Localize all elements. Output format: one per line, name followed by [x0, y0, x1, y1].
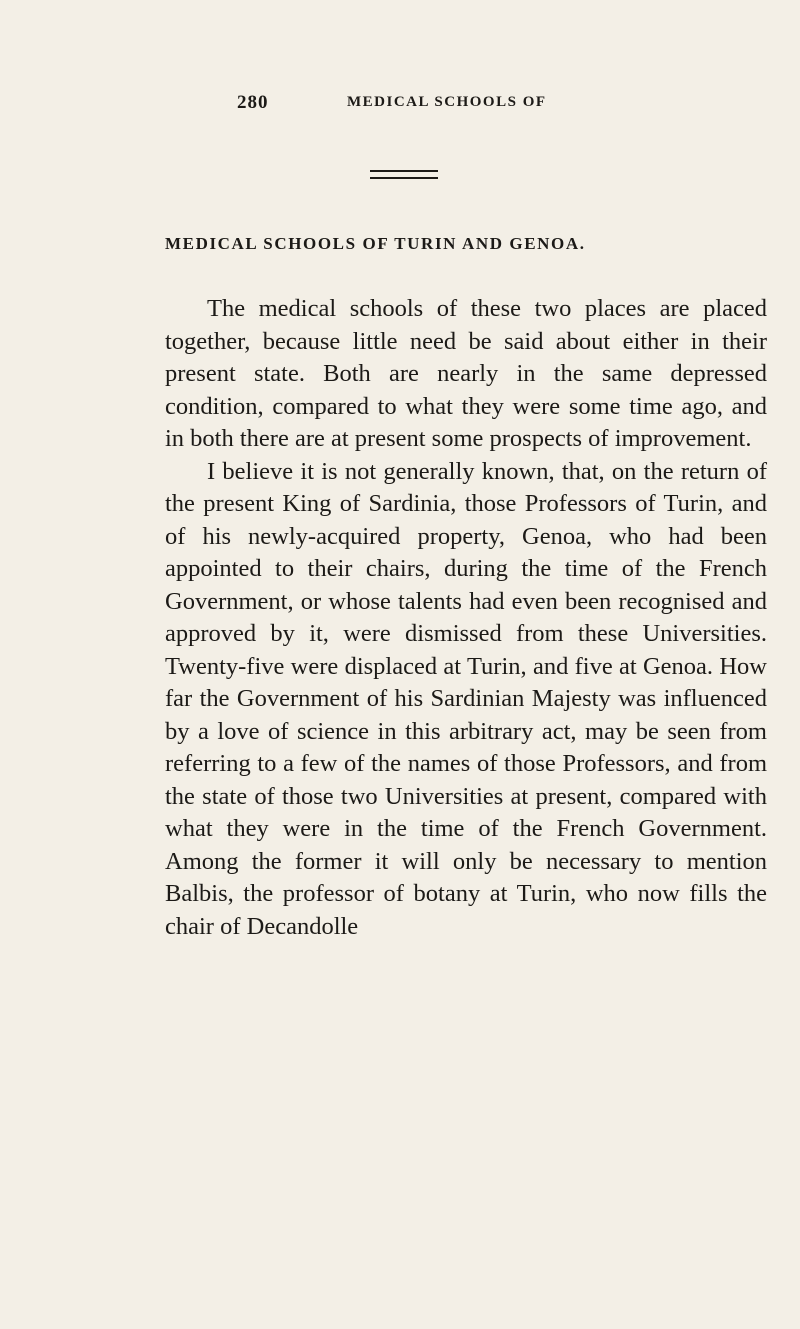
section-divider-rule — [370, 170, 438, 179]
page-number: 280 — [237, 92, 269, 113]
paragraph-1: The medical schools of these two places are placed together, because little need be said about either in their present state. Both are nearly in the same depressed condition, compared to what they were some time ago, and in both there are at present some prospects of improvement. — [165, 295, 767, 452]
section-heading: MEDICAL SCHOOLS OF TURIN AND GENOA. — [165, 234, 586, 253]
running-head — [237, 92, 657, 116]
running-title: MEDICAL SCHOOLS OF — [347, 94, 547, 110]
paragraph-2: I believe it is not generally known, that, on the return of the present King of Sardinia, those Professors of Turin, and of his newly-acquired property, Genoa, who had been appointed to their chairs, during the time of the French Government, or whose talents had even been recognised and approved by it, were dismissed from these Universities. Twenty-five were displaced at Turin, and five at Genoa. How far the Government of his Sardinian Majesty was influenced by a love of science in this arbitrary act, may be seen from referring to a few of the names of those Professors, and from the state of those two Universities at present, compared with what they were in the time of the French Government. Among the former it will only be necessary to mention Balbis, the professor of botany at Turin, who now fills the chair of Decandolle — [165, 457, 767, 940]
body-text — [165, 293, 767, 943]
